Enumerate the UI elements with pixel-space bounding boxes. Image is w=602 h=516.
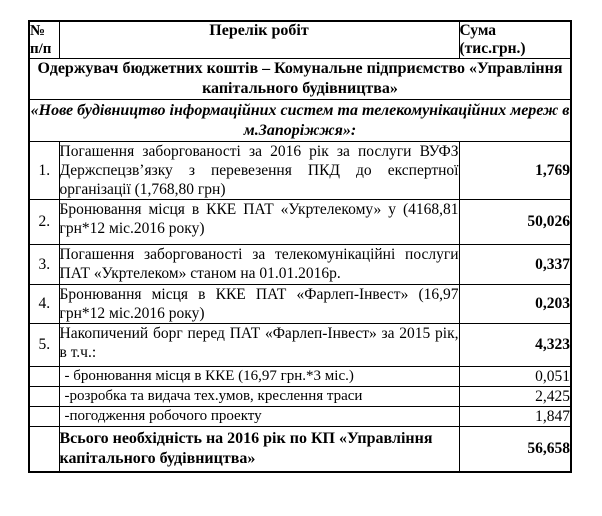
col-works-header: Перелік робіт: [59, 21, 459, 59]
work-item-row-2: [29, 200, 571, 245]
subitem-sum: 2,425: [459, 387, 571, 407]
item-sum: 1,769: [459, 142, 571, 200]
subitem-sum: 1,847: [459, 407, 571, 427]
work-item-row-4: [29, 285, 571, 324]
work-item-row-5: [29, 324, 571, 367]
subitem-description: -погодження робочого проекту: [59, 407, 459, 427]
subitem-row-1: [29, 367, 571, 387]
project-title-row: [29, 100, 571, 142]
item-number: 2.: [29, 200, 59, 245]
item-sum: 0,337: [459, 245, 571, 285]
work-item-row-1: [29, 142, 571, 200]
total-row: [29, 427, 571, 472]
subitem-row-2: [29, 387, 571, 407]
item-number: 5.: [29, 324, 59, 367]
table-header-row: [29, 21, 571, 59]
subitem-sum: 0,051: [459, 367, 571, 387]
item-number: 4.: [29, 285, 59, 324]
total-description: Всього необхідність на 2016 рік по КП «Управління капітального будівництва»: [59, 427, 459, 472]
subitem-description: -розробка та видача тех.умов, креслення траси: [59, 387, 459, 407]
item-description: Бронювання місця в ККЕ ПАТ «Фарлеп-Інвест» (16,97 грн*12 міс.2016 року): [59, 286, 459, 322]
col-number-header-line1: №: [30, 23, 46, 39]
col-number-header: [29, 21, 59, 59]
item-number: 1.: [29, 142, 59, 200]
item-description: Бронювання місця в ККЕ ПАТ «Укртелекому» у (4168,81 грн*12 міс.2016 року): [59, 200, 459, 245]
item-sum: 4,323: [459, 324, 571, 367]
item-number: 3.: [29, 245, 59, 285]
item-description: Накопичений борг перед ПАТ «Фарлеп-Інвест» за 2015 рік, в т.ч.:: [59, 324, 459, 367]
work-item-row-3: [29, 245, 571, 285]
total-sum: 56,658: [459, 427, 571, 472]
subitem-number-empty: [29, 387, 59, 407]
col-sum-header: [459, 21, 571, 59]
col-number-header-line2: п/п: [30, 41, 52, 57]
project-title-text: «Нове будівництво інформаційних систем та телекомунікаційних мереж в м.Запоріжжя»:: [29, 100, 571, 142]
subitem-number-empty: [29, 407, 59, 427]
subitem-description: - бронювання місця в ККЕ (16,97 грн.*3 міс.): [59, 367, 459, 387]
col-sum-header-line1: Сума: [459, 22, 497, 39]
item-description: Погашення заборгованості за 2016 рік за послуги ВУФЗ Держспецзв’язку з перевезення ПКД до експертної організації (1,768,80 грн): [59, 143, 459, 198]
item-sum: 0,203: [459, 285, 571, 324]
subitem-row-3: [29, 407, 571, 427]
item-description: Погашення заборгованості за телекомунікаційні послуги ПАТ «Укртелеком» станом на 01.01.2016р.: [59, 245, 459, 285]
subitem-number-empty: [29, 367, 59, 387]
receiver-row: [29, 59, 571, 100]
item-sum: 50,026: [459, 200, 571, 245]
receiver-text: Одержувач бюджетних коштів – Комунальне підприємство «Управління капітального будівництва»: [29, 59, 571, 100]
col-sum-header-line2: (тис.грн.): [459, 40, 526, 57]
total-number-empty: [29, 427, 59, 472]
budget-works-table: [28, 20, 572, 473]
